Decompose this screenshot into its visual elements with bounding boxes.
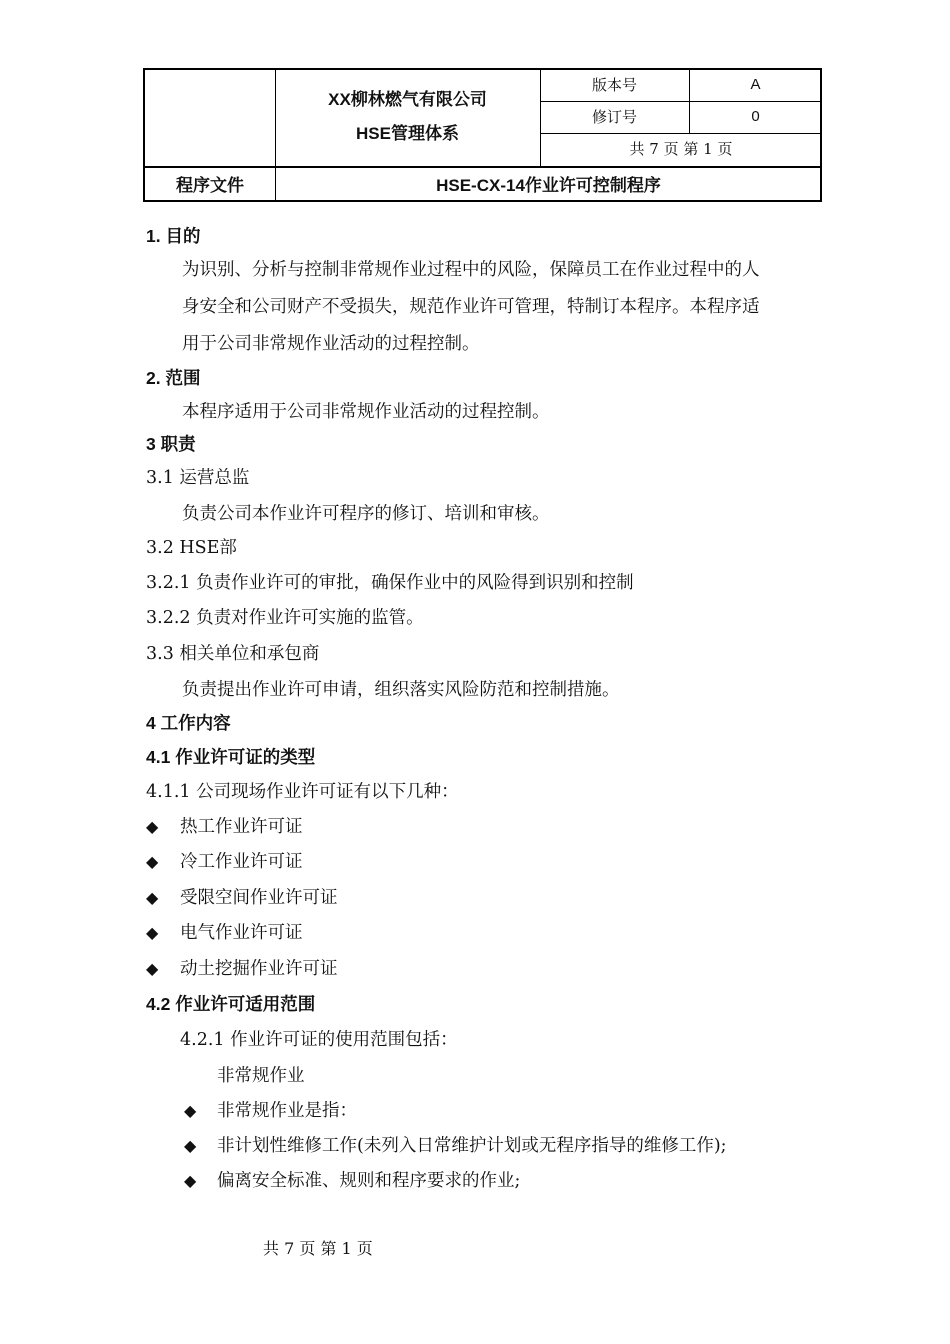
- subsection-3-3: 3.3 相关单位和承包商: [146, 644, 320, 664]
- subsection-3-1-text: 负责公司本作业许可程序的修订、培训和审核。: [182, 504, 550, 524]
- bullet-icon: ◆: [146, 817, 159, 836]
- bullet-icon: ◆: [146, 852, 159, 871]
- purpose-text: 身安全和公司财产不受损失，规范作业许可管理，特制订本程序。本程序适: [182, 297, 760, 317]
- permit-type: 受限空间作业许可证: [180, 888, 338, 908]
- subsection-4-1: 4.1 作业许可证的类型: [146, 747, 316, 767]
- company-name: XX柳林燃气有限公司: [328, 89, 487, 109]
- bullet-icon: ◆: [146, 959, 159, 978]
- scope-item: 非常规作业是指：: [217, 1101, 357, 1121]
- version-value: A: [750, 75, 761, 93]
- purpose-text: 为识别、分析与控制非常规作业过程中的风险，保障员工在作业过程中的人: [182, 260, 760, 280]
- bullet-icon: ◆: [184, 1136, 197, 1155]
- bullet-icon: ◆: [184, 1101, 197, 1120]
- scope-text: 本程序适用于公司非常规作业活动的过程控制。: [182, 402, 550, 422]
- version-label: 版本号: [591, 75, 637, 94]
- section-4-heading: 4 工作内容: [146, 713, 231, 733]
- document-title: HSE-CX-14作业许可控制程序: [436, 176, 661, 195]
- item-4-1-1: 4.1.1 公司现场作业许可证有以下几种：: [146, 782, 459, 802]
- nonroutine-label: 非常规作业: [217, 1066, 305, 1086]
- revision-value: 0: [751, 107, 760, 125]
- subsection-3-3-text: 负责提出作业许可申请，组织落实风险防范和控制措施。: [182, 680, 620, 700]
- permit-type: 动土挖掘作业许可证: [180, 959, 338, 979]
- item-3-2-1: 3.2.1 负责作业许可的审批，确保作业中的风险得到识别和控制: [146, 573, 634, 593]
- item-3-2-2: 3.2.2 负责对作业许可实施的监管。: [146, 608, 424, 628]
- scope-item: 非计划性维修工作(未列入日常维护计划或无程序指导的维修工作);: [217, 1136, 727, 1156]
- section-1-heading: 1. 目的: [146, 226, 201, 246]
- section-3-heading: 3 职责: [146, 434, 196, 454]
- permit-type: 热工作业许可证: [180, 817, 303, 837]
- bullet-icon: ◆: [184, 1171, 197, 1190]
- section-2-heading: 2. 范围: [146, 368, 201, 388]
- page-footer: 共 7 页 第 1 页: [263, 1239, 373, 1258]
- item-4-2-1: 4.2.1 作业许可证的使用范围包括：: [180, 1030, 458, 1050]
- page-info: 共 7 页 第 1 页: [629, 139, 733, 158]
- subsection-3-1: 3.1 运营总监: [146, 468, 250, 488]
- bullet-icon: ◆: [146, 923, 159, 942]
- purpose-text: 用于公司非常规作业活动的过程控制。: [182, 334, 480, 354]
- subsection-3-2: 3.2 HSE部: [146, 538, 237, 558]
- document-type: 程序文件: [176, 176, 244, 196]
- subsection-4-2: 4.2 作业许可适用范围: [146, 994, 316, 1014]
- management-system: HSE管理体系: [356, 123, 459, 143]
- scope-item: 偏离安全标准、规则和程序要求的作业;: [217, 1171, 521, 1191]
- revision-label: 修订号: [591, 107, 637, 126]
- bullet-icon: ◆: [146, 888, 159, 907]
- permit-type: 电气作业许可证: [180, 923, 303, 943]
- permit-type: 冷工作业许可证: [180, 852, 303, 872]
- document-header-table: [143, 68, 822, 202]
